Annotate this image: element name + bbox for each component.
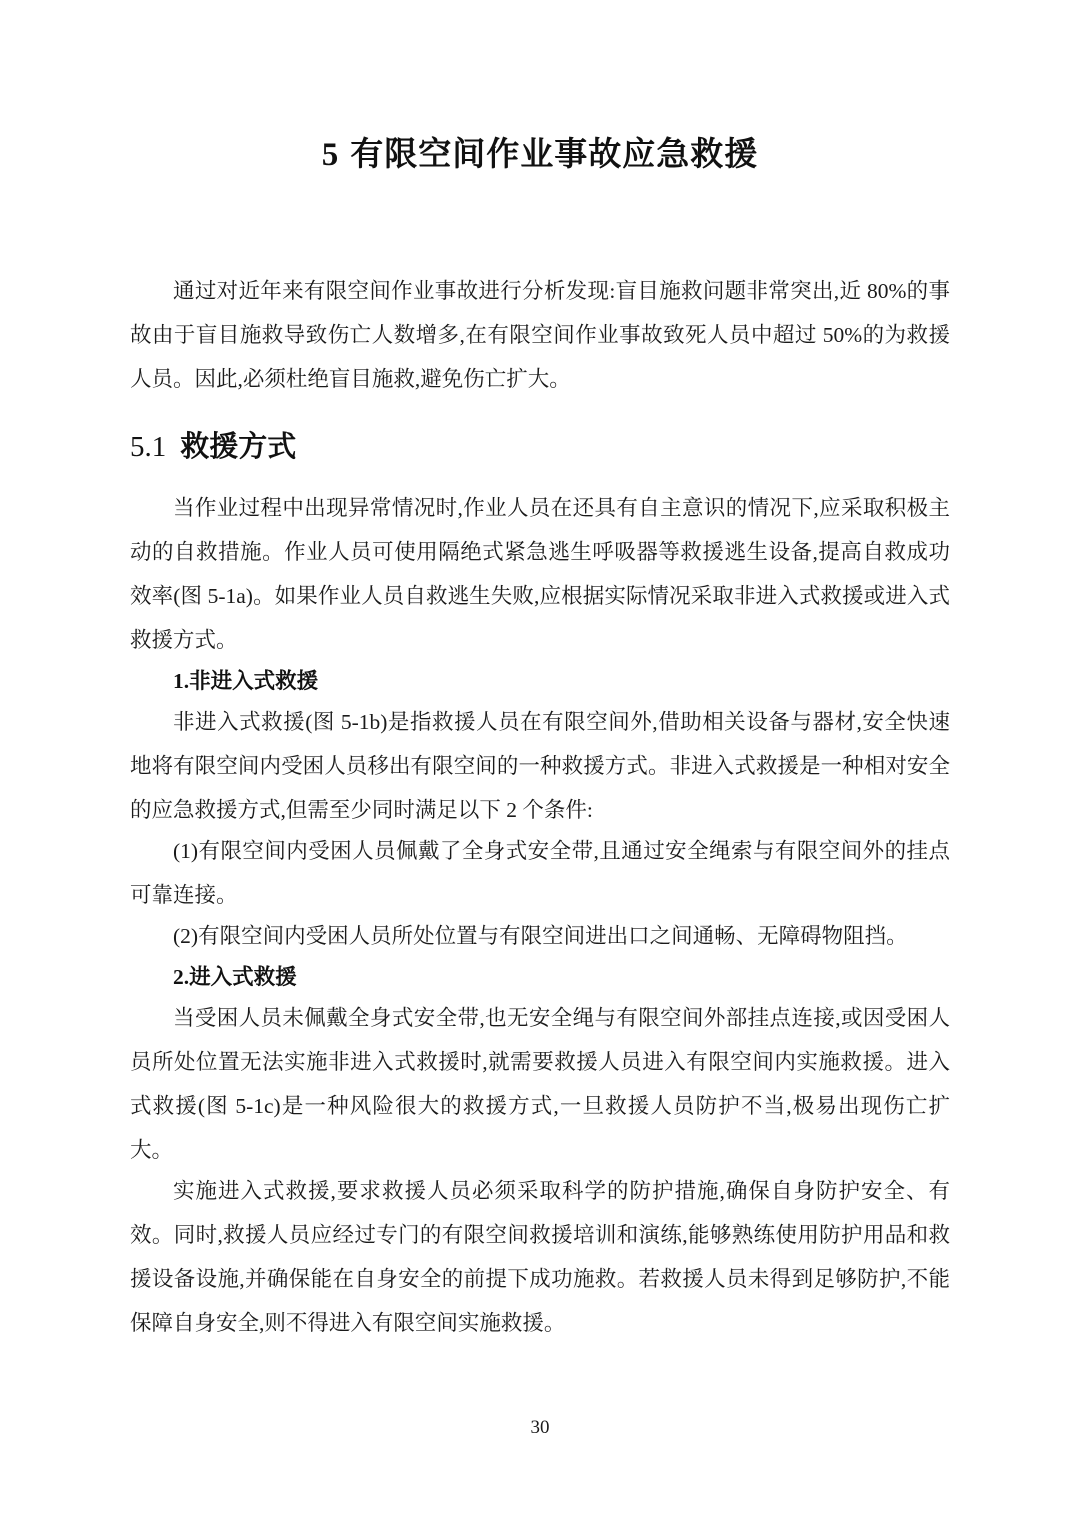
subsection-1-paragraph: 非进入式救援(图 5-1b)是指救援人员在有限空间外,借助相关设备与器材,安全快速地将有限空间内受困人员移出有限空间的一种救援方式。非进入式救援是一种相对安全的应急救援方式,但需至少同时满足以下 2 个条件: bbox=[130, 710, 950, 822]
chapter-title-text: 有限空间作业事故应急救援 bbox=[350, 135, 759, 172]
subsection-1-condition-2: (2)有限空间内受困人员所处位置与有限空间进出口之间通畅、无障碍物阻挡。 bbox=[173, 924, 908, 948]
subsection-2-paragraph-1: 当受困人员未佩戴全身式安全带,也无安全绳与有限空间外部挂点连接,或因受困人员所处位置无法实施非进入式救援时,就需要救援人员进入有限空间内实施救援。进入式救援(图 5-1c)是一种风险很大的救援方式,一旦救援人员防护不当,极易出现伤亡扩大。 bbox=[130, 1006, 950, 1162]
chapter-number: 5 bbox=[321, 137, 339, 173]
subsection-1-condition-1: (1)有限空间内受困人员佩戴了全身式安全带,且通过安全绳索与有限空间外的挂点可靠连接。 bbox=[130, 839, 950, 907]
section-heading-text: 救援方式 bbox=[180, 431, 297, 463]
subsection-2-paragraph-2: 实施进入式救援,要求救援人员必须采取科学的防护措施,确保自身防护安全、有效。同时,救援人员应经过专门的有限空间救援培训和演练,能够熟练使用防护用品和救援设备设施,并确保能在自身安全的前提下成功施救。若救援人员未得到足够防护,不能保障自身安全,则不得进入有限空间实施救援。 bbox=[130, 1179, 950, 1335]
subsection-heading-1: 1.非进入式救援 bbox=[173, 669, 319, 693]
section-number: 5.1 bbox=[130, 431, 167, 463]
document-body bbox=[130, 269, 950, 1345]
intro-paragraph: 通过对近年来有限空间作业事故进行分析发现:盲目施救问题非常突出,近 80%的事故由于盲目施救导致伤亡人数增多,在有限空间作业事故致死人员中超过 50%的为救援人员。因此,必须杜绝盲目施救,避免伤亡扩大。 bbox=[130, 279, 950, 391]
section-paragraph: 当作业过程中出现异常情况时,作业人员在还具有自主意识的情况下,应采取积极主动的自救措施。作业人员可使用隔绝式紧急逃生呼吸器等救援逃生设备,提高自救成功效率(图 5-1a)。如果作业人员自救逃生失败,应根据实际情况采取非进入式救援或进入式救援方式。 bbox=[130, 496, 950, 652]
subsection-heading-2: 2.进入式救援 bbox=[173, 965, 297, 989]
page-number: 30 bbox=[530, 1417, 550, 1438]
section-heading bbox=[130, 427, 950, 467]
page-title bbox=[130, 0, 950, 179]
